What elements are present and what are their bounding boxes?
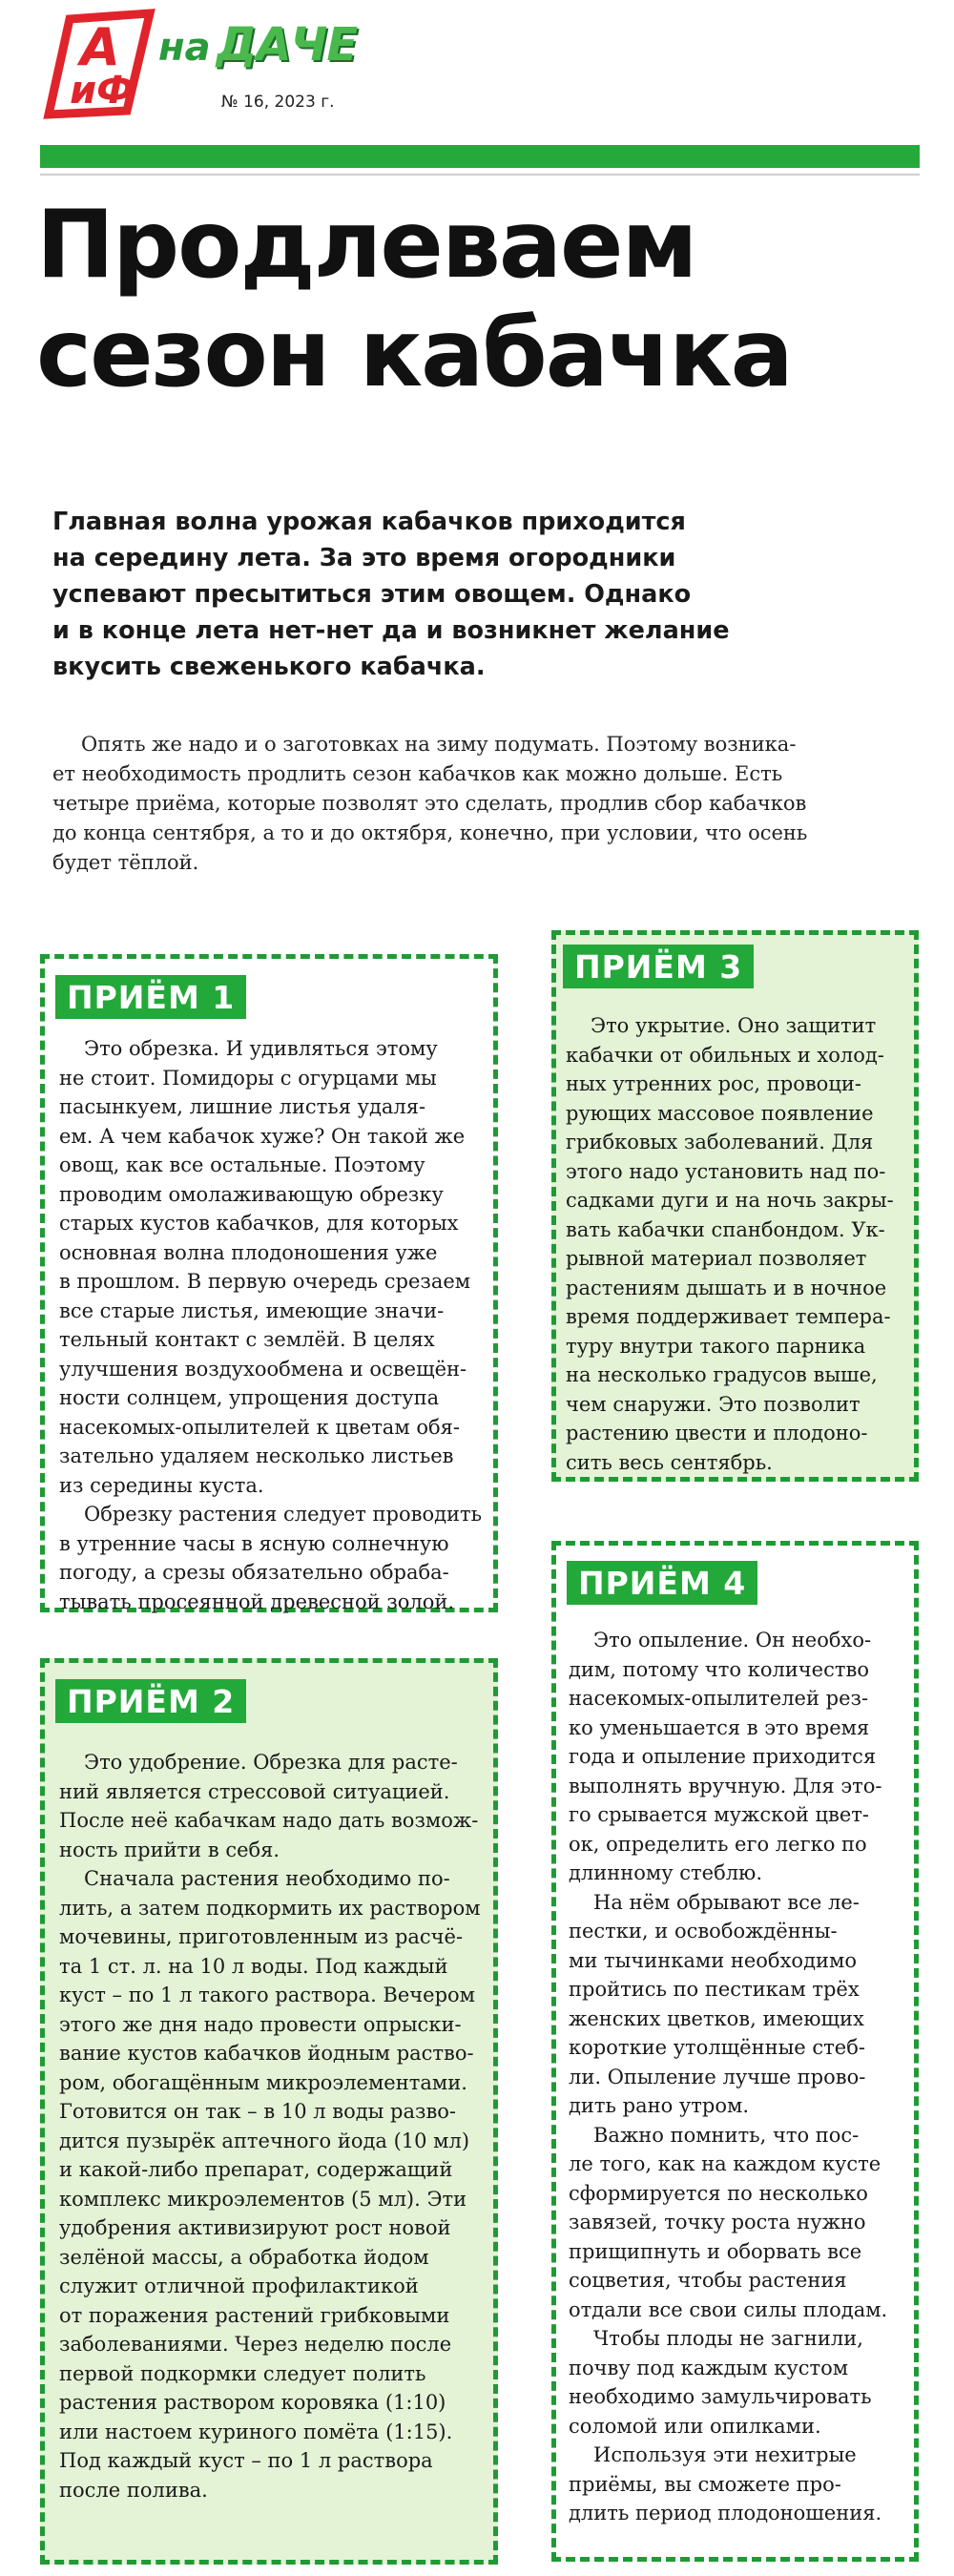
text-line: зательно удаляем несколько листьев — [59, 1444, 454, 1467]
text-line: погоду, а срезы обязательно обраба- — [59, 1561, 449, 1584]
text-line: комплекс микроэлементов (5 мл). Эти — [59, 2187, 467, 2211]
tip-text-4 — [569, 1626, 912, 2528]
text-line: вать кабачки спанбондом. Ук- — [566, 1217, 885, 1241]
text-line: длинному стеблю. — [569, 1861, 763, 1884]
text-line: садками дуги и на ночь закры- — [566, 1189, 894, 1212]
text-line: грибковых заболеваний. Для — [566, 1131, 874, 1153]
text-line: рывной материал позволяет — [566, 1247, 867, 1270]
lead-line: на середину лета. За это время огородники — [52, 544, 676, 572]
text-line: ем. А чем кабачок хуже? Он такой же — [59, 1124, 466, 1148]
text-line: основная волна плодоношения уже — [59, 1240, 438, 1264]
title-line: Продлеваем — [36, 191, 696, 300]
text-line: пестки, и освобождённы- — [569, 1920, 838, 1942]
tip-tag-4: ПРИЁМ 4 — [567, 1561, 757, 1605]
tip-tag-3: ПРИЁМ 3 — [563, 945, 754, 988]
text-line: время поддерживает темпера- — [566, 1305, 891, 1328]
text-line: го срывается мужской цвет- — [569, 1803, 869, 1826]
text-line: этого же дня надо провести опрыски- — [59, 2012, 462, 2036]
tip-text-3 — [566, 1011, 909, 1477]
text-line: чем снаружи. Это позволит — [566, 1392, 861, 1416]
text-line: ок, определить его легко по — [569, 1832, 867, 1856]
text-line: вание кустов кабачков йодным раство- — [59, 2042, 474, 2065]
brand-prefix: на — [158, 26, 211, 70]
text-line: Это опыление. Он необхо- — [593, 1629, 872, 1652]
header-divider — [40, 174, 920, 176]
text-line: и какой-либо препарат, содержащий — [59, 2158, 453, 2181]
intro-line: ет необходимость продлить сезон кабачков как можно дольше. Есть — [52, 762, 783, 785]
text-line: На нём обрывают все ле- — [593, 1890, 860, 1914]
tip-tag-1: ПРИЁМ 1 — [55, 975, 246, 1019]
tip-text-2 — [59, 1748, 484, 2504]
text-line: ность прийти в себя. — [59, 1838, 280, 1861]
brand-name: ДАЧЕ — [216, 18, 358, 72]
text-line: ности солнцем, упрощения доступа — [59, 1386, 440, 1409]
lead-line: Главная волна урожая кабачков приходится — [52, 508, 686, 536]
brand-title — [158, 17, 357, 75]
text-line: в утренние часы в ясную солнечную — [59, 1531, 449, 1555]
text-line: соцветия, чтобы растения — [569, 2269, 847, 2292]
text-line: первой подкормки следует полить — [59, 2361, 426, 2385]
text-line: Это удобрение. Обрезка для расте- — [84, 1751, 458, 1774]
text-line: Важно помнить, что пос- — [593, 2123, 860, 2147]
text-line: женских цветков, имеющих — [569, 2006, 864, 2030]
text-line: насекомых-опылителей к цветам обя- — [59, 1415, 460, 1439]
text-line: зелёной массы, а обработка йодом — [59, 2245, 429, 2269]
tip-tag-2: ПРИЁМ 2 — [55, 1679, 246, 1723]
text-line: дим, потому что количество — [569, 1657, 869, 1681]
text-line: Обрезку растения следует проводить — [84, 1503, 483, 1526]
text-line: отдали все свои силы плодам. — [569, 2297, 888, 2321]
text-line: ных утренних рос, провоци- — [566, 1072, 861, 1095]
text-line: Под каждый куст – по 1 л раствора — [59, 2449, 433, 2472]
text-line: сформируется по несколько — [569, 2181, 868, 2205]
text-line: ко уменьшается в это время — [569, 1715, 870, 1739]
text-line: необходимо замульчировать — [569, 2385, 872, 2408]
intro-line: Опять же надо и о заготовках на зиму подумать. Поэтому возника- — [81, 733, 797, 756]
text-line: ми тычинками необходимо — [569, 1948, 857, 1972]
text-line: овощ, как все остальные. Поэтому — [59, 1153, 425, 1176]
title-line: сезон кабачка — [36, 300, 792, 408]
text-line: рующих массовое появление — [566, 1101, 874, 1125]
text-line: растениям дышать и в ночное — [566, 1276, 887, 1299]
text-line: служит отличной профилактикой — [59, 2275, 419, 2297]
intro-line: до конца сентября, а то и до октября, конечно, при условии, что осень — [52, 821, 808, 844]
header-green-bar — [40, 145, 920, 168]
text-line: пройтись по пестикам трёх — [569, 1978, 860, 2001]
text-line: насекомых-опылителей рез- — [569, 1687, 869, 1710]
text-line: почву под каждым кустом — [569, 2356, 849, 2379]
text-line: удобрения активизируют рост новой — [59, 2216, 451, 2239]
article-title — [36, 191, 933, 408]
text-line: ний является стрессовой ситуацией. — [59, 1779, 450, 1803]
intro-line: будет тёплой. — [52, 851, 199, 874]
aif-logo — [43, 8, 156, 120]
lead-line: и в конце лета нет-нет да и возникнет желание — [52, 616, 730, 645]
text-line: от поражения растений грибковыми — [59, 2303, 450, 2327]
text-line: прищипнуть и оборвать все — [569, 2239, 862, 2263]
text-line: из середины куста. — [59, 1473, 264, 1497]
text-line: Готовится он так – в 10 л воды разво- — [59, 2100, 457, 2123]
text-line: года и опыление приходится — [569, 1745, 877, 1768]
text-line: куст – по 1 л такого раствора. Вечером — [59, 1984, 476, 2006]
text-line: та 1 ст. л. на 10 л воды. Под каждый — [59, 1954, 448, 1978]
text-line: улучшения воздухообмена и освещён- — [59, 1357, 467, 1381]
article-intro — [52, 730, 911, 878]
svg-text:А: А — [80, 17, 120, 77]
text-line: ром, обогащённым микроэлементами. — [59, 2070, 467, 2094]
text-line: завязей, точку роста нужно — [569, 2211, 866, 2233]
text-line: кабачки от обильных и холод- — [566, 1043, 884, 1067]
text-line: на несколько градусов выше, — [566, 1363, 878, 1386]
text-line: длить период плодоношения. — [569, 2502, 882, 2524]
text-line: пасынкуем, лишние листья удаля- — [59, 1095, 426, 1118]
text-line: После неё кабачкам надо дать возмож- — [59, 1809, 479, 1832]
text-line: ли. Опыление лучше прово- — [569, 2065, 866, 2088]
text-line: лить, а затем подкормить их раствором — [59, 1896, 481, 1920]
text-line: Чтобы плоды не загнили, — [593, 2327, 863, 2350]
text-line: старых кустов кабачков, для которых — [59, 1212, 459, 1235]
text-line: туру внутри такого парника — [566, 1334, 866, 1358]
text-line: растения раствором коровяка (1:10) — [59, 2391, 446, 2414]
text-line: Это укрытие. Оно защитит — [591, 1014, 877, 1037]
text-line: ле того, как на каждом кусте — [569, 2152, 881, 2175]
article-lead — [52, 504, 911, 685]
svg-text:иФ: иФ — [70, 69, 135, 113]
text-line: Сначала растения необходимо по- — [84, 1867, 450, 1890]
intro-line: четыре приёма, которые позволят это сделать, продлив сбор кабачков — [52, 792, 807, 815]
text-line: соломой или опилками. — [569, 2414, 821, 2438]
text-line: не стоит. Помидоры с огурцами мы — [59, 1066, 437, 1090]
text-line: дится пузырёк аптечного йода (10 мл) — [59, 2129, 470, 2152]
text-line: этого надо установить над по- — [566, 1159, 886, 1183]
text-line: мочевины, приготовленным из расчё- — [59, 1925, 464, 1948]
issue-number: № 16, 2023 г. — [221, 93, 335, 112]
text-line: тельный контакт с землёй. В целях — [59, 1328, 435, 1351]
lead-line: вкусить свеженького кабачка. — [52, 653, 486, 681]
text-line: дить рано утром. — [569, 2094, 749, 2117]
text-line: Используя эти нехитрые — [593, 2443, 857, 2466]
text-line: все старые листья, имеющие значи- — [59, 1298, 445, 1322]
lead-line: успевают пресытиться этим овощем. Однако — [52, 580, 692, 609]
text-line: Это обрезка. И удивляться этому — [84, 1037, 438, 1060]
text-line: сить весь сентябрь. — [566, 1450, 773, 1474]
text-line: приёмы, вы сможете про- — [569, 2472, 841, 2496]
text-line: растению цвести и плодоно- — [566, 1422, 868, 1444]
text-line: короткие утолщённые стеб- — [569, 2036, 865, 2059]
text-line: заболеваниями. Через неделю после — [59, 2333, 452, 2356]
text-line: или настоем куриного помёта (1:15). — [59, 2420, 453, 2443]
tip-text-1 — [59, 1034, 484, 1616]
text-line: после полива. — [59, 2478, 208, 2502]
text-line: в прошлом. В первую очередь срезаем — [59, 1270, 471, 1293]
text-line: выполнять вручную. Для это- — [569, 1774, 882, 1797]
text-line: проводим омолаживающую обрезку — [59, 1182, 444, 1206]
text-line: тывать просеянной древесной золой. — [59, 1589, 455, 1613]
